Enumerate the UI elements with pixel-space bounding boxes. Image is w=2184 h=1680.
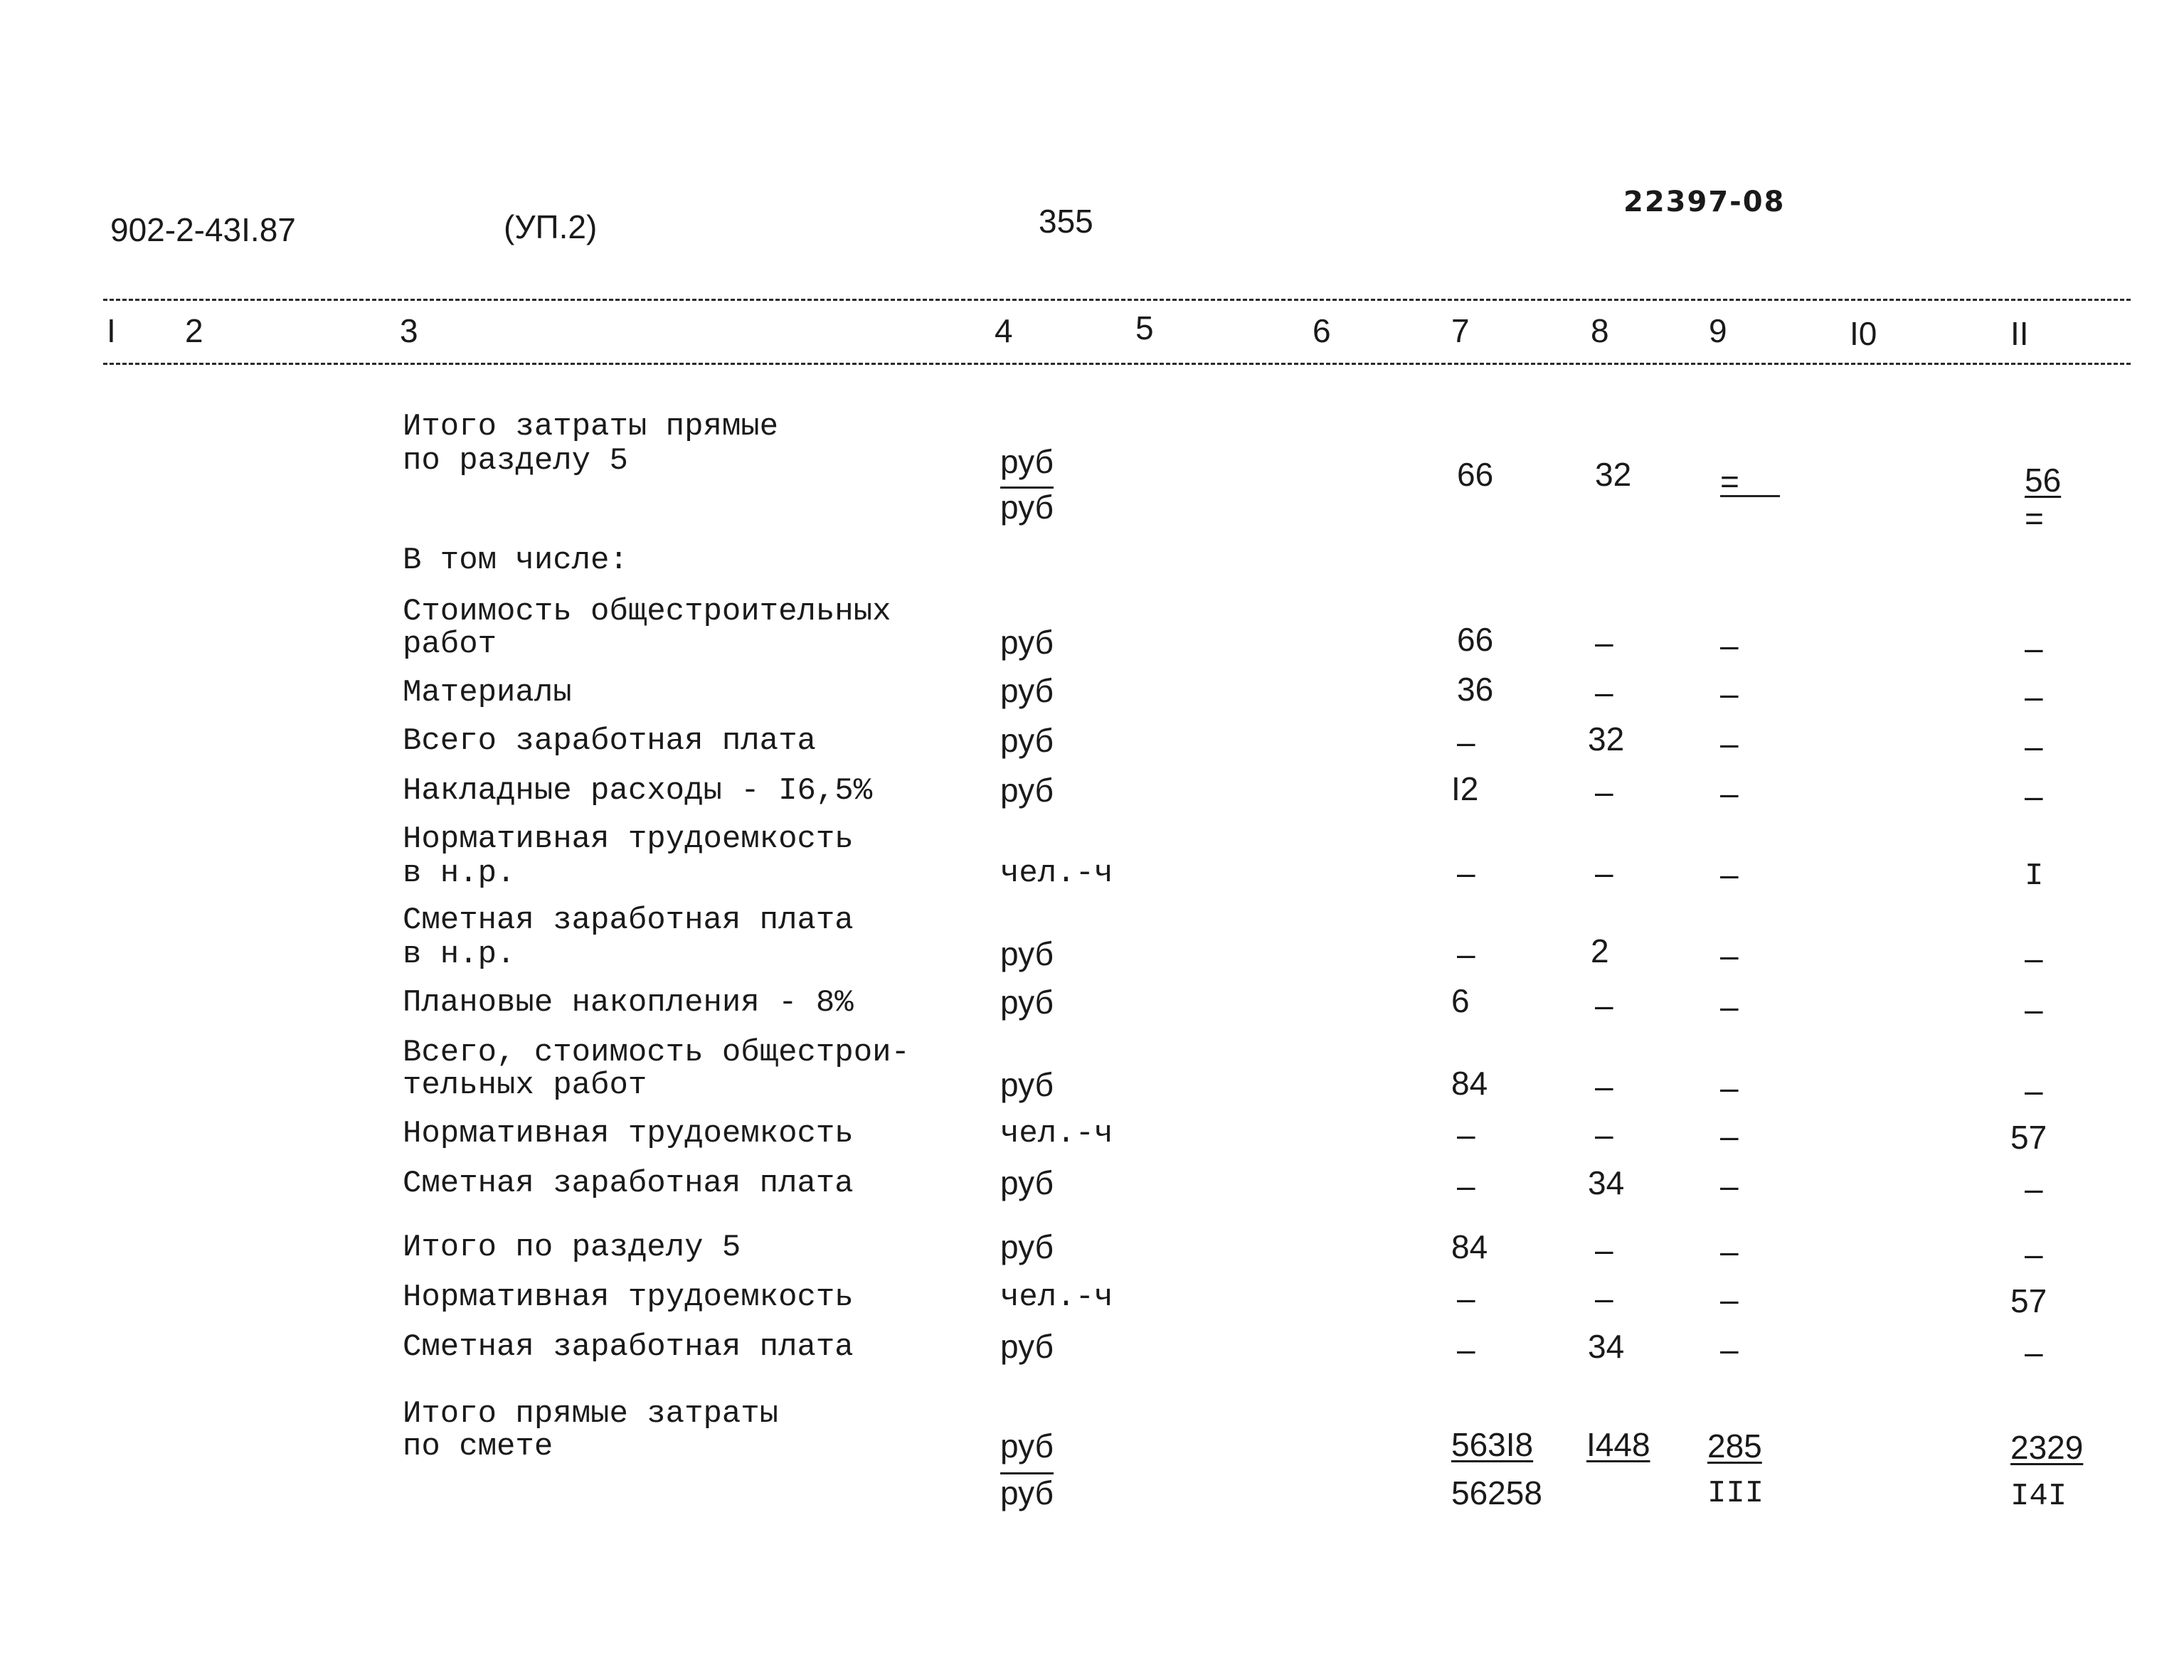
unit: руб: [1000, 722, 1054, 759]
col-header: 2: [185, 312, 203, 349]
row-label: Итого прямые затраты: [403, 1396, 779, 1432]
cell-col7: –: [1457, 1280, 1475, 1317]
cell-col7: 84: [1451, 1228, 1488, 1265]
row-label-cont: работ: [403, 627, 497, 662]
cell-col8: –: [1595, 854, 1613, 891]
cell-col8: –: [1595, 987, 1613, 1024]
cell-col7-denominator: 56258: [1451, 1474, 1542, 1511]
cell-col11: –: [2025, 991, 2043, 1028]
section-caption: В том числе:: [403, 543, 628, 578]
cell-col8: –: [1595, 773, 1613, 810]
page-number: 355: [1039, 203, 1093, 240]
unit: руб: [1000, 772, 1054, 809]
cell-col7: –: [1457, 854, 1475, 891]
cell-col11: –: [2025, 1170, 2043, 1207]
cell-col7: I2: [1451, 770, 1479, 807]
cell-col8: 32: [1588, 721, 1625, 757]
cell-col11: –: [2025, 777, 2043, 814]
col-header: 7: [1451, 312, 1470, 349]
cell-col11-denominator: =: [2025, 500, 2044, 537]
row-label: Нормативная трудоемкость: [403, 822, 854, 857]
cell-col9: –: [1720, 937, 1739, 974]
cell-col7: –: [1457, 723, 1475, 760]
cell-col9: –: [1720, 1331, 1739, 1368]
col-header: 6: [1313, 312, 1331, 349]
row-label: Итого по разделу 5: [403, 1230, 741, 1265]
cell-col11: –: [2025, 1334, 2043, 1371]
unit: руб: [1000, 443, 1054, 480]
row-label: Стоимость общестроительных: [403, 594, 891, 629]
row-label: Итого затраты прямые: [403, 409, 779, 445]
unit-denominator: руб: [1000, 1474, 1054, 1511]
cell-col9: –: [1720, 1117, 1739, 1154]
unit: руб: [1000, 1428, 1054, 1464]
cell-col9: –: [1720, 725, 1739, 762]
row-label: Сметная заработная плата: [403, 1166, 854, 1201]
unit: руб: [1000, 935, 1054, 972]
unit: чел.-ч: [1000, 1116, 1113, 1152]
unit-denominator: руб: [1000, 489, 1054, 526]
cell-col8: –: [1595, 674, 1613, 711]
cell-col8: –: [1595, 1280, 1613, 1317]
cell-col7: 563I8: [1451, 1426, 1534, 1463]
cell-col9: –: [1720, 675, 1739, 712]
cell-col11-denominator: I4I: [2010, 1479, 2067, 1514]
cell-col8: –: [1595, 1116, 1613, 1153]
cell-col9: –: [1720, 1233, 1739, 1270]
cell-col9-denominator: III: [1707, 1476, 1764, 1511]
cell-col11: 57: [2010, 1119, 2047, 1156]
row-label: Сметная заработная плата: [403, 903, 854, 938]
unit: руб: [1000, 1228, 1054, 1265]
cell-col8: 34: [1588, 1164, 1625, 1201]
cell-col7: –: [1457, 1116, 1475, 1153]
row-label-cont: в н.р.: [403, 937, 516, 972]
col-header: 9: [1709, 312, 1727, 349]
col-header: II: [2010, 315, 2029, 352]
row-label-cont: по разделу 5: [403, 443, 628, 479]
cell-col8: –: [1595, 624, 1613, 661]
cell-col7: 66: [1457, 456, 1494, 493]
unit: руб: [1000, 1066, 1054, 1103]
row-label-cont: в н.р.: [403, 856, 516, 891]
cell-col11: –: [2025, 678, 2043, 715]
unit: руб: [1000, 984, 1054, 1021]
cell-col9: 285: [1707, 1428, 1762, 1464]
cell-col7: –: [1457, 1167, 1475, 1204]
cell-col8: 2: [1591, 932, 1609, 969]
cell-col8: I448: [1586, 1426, 1650, 1463]
col-header: I0: [1850, 315, 1877, 352]
cell-col8: –: [1595, 1231, 1613, 1268]
stamp-number: 22397-08: [1623, 186, 1786, 218]
unit: чел.-ч: [1000, 1280, 1113, 1315]
cell-col9: –: [1720, 1167, 1739, 1204]
cell-col11: –: [2025, 728, 2043, 765]
row-label-cont: тельных работ: [403, 1068, 647, 1103]
row-label: Плановые накопления - 8%: [403, 985, 854, 1021]
cell-col9-rule: [1720, 495, 1780, 497]
cell-col9: –: [1720, 1281, 1739, 1318]
unit: руб: [1000, 624, 1054, 661]
unit: руб: [1000, 1328, 1054, 1365]
header-top-rule: [103, 299, 2131, 301]
cell-col7: –: [1457, 935, 1475, 972]
cell-col7: 6: [1451, 982, 1470, 1019]
cell-col7: 36: [1457, 671, 1494, 708]
row-label: Сметная заработная плата: [403, 1329, 854, 1365]
col-header: I: [107, 312, 116, 349]
cell-col11: –: [2025, 629, 2043, 666]
cell-col7: –: [1457, 1331, 1475, 1368]
cell-col11: 56: [2025, 462, 2062, 499]
cell-col8: 34: [1588, 1328, 1625, 1365]
cell-col11: –: [2025, 1235, 2043, 1272]
cell-col11: 2329: [2010, 1429, 2084, 1466]
row-label-cont: по смете: [403, 1429, 553, 1464]
cell-col9: –: [1720, 856, 1739, 893]
cell-col9: –: [1720, 1069, 1739, 1106]
row-label: Всего заработная плата: [403, 723, 816, 759]
cell-col9: =: [1720, 463, 1739, 500]
unit: руб: [1000, 1164, 1054, 1201]
cell-col7: 66: [1457, 621, 1494, 658]
unit: руб: [1000, 672, 1054, 709]
col-header: 3: [400, 312, 418, 349]
row-label: Всего, стоимость общестрои-: [403, 1035, 910, 1070]
col-header: 8: [1591, 312, 1609, 349]
row-label: Нормативная трудоемкость: [403, 1280, 854, 1315]
cell-col8: 32: [1595, 456, 1632, 493]
unit: чел.-ч: [1000, 856, 1113, 891]
cell-col11: –: [2025, 1072, 2043, 1109]
doc-code: 902-2-43I.87: [110, 211, 296, 248]
cell-col11: I: [2025, 858, 2044, 894]
cell-col9: –: [1720, 988, 1739, 1025]
cell-col8: –: [1595, 1068, 1613, 1105]
appendix-label: (УП.2): [504, 208, 598, 245]
row-label: Нормативная трудоемкость: [403, 1116, 854, 1152]
cell-col7: 84: [1451, 1065, 1488, 1102]
row-label: Материалы: [403, 675, 572, 711]
col-header: 5: [1135, 309, 1154, 346]
header-bottom-rule: [103, 363, 2131, 365]
col-header: 4: [995, 312, 1013, 349]
row-label: Накладные расходы - I6,5%: [403, 773, 873, 809]
cell-col9: –: [1720, 627, 1739, 664]
cell-col11: 57: [2010, 1282, 2047, 1319]
cell-col11: –: [2025, 940, 2043, 977]
cell-col9: –: [1720, 775, 1739, 812]
